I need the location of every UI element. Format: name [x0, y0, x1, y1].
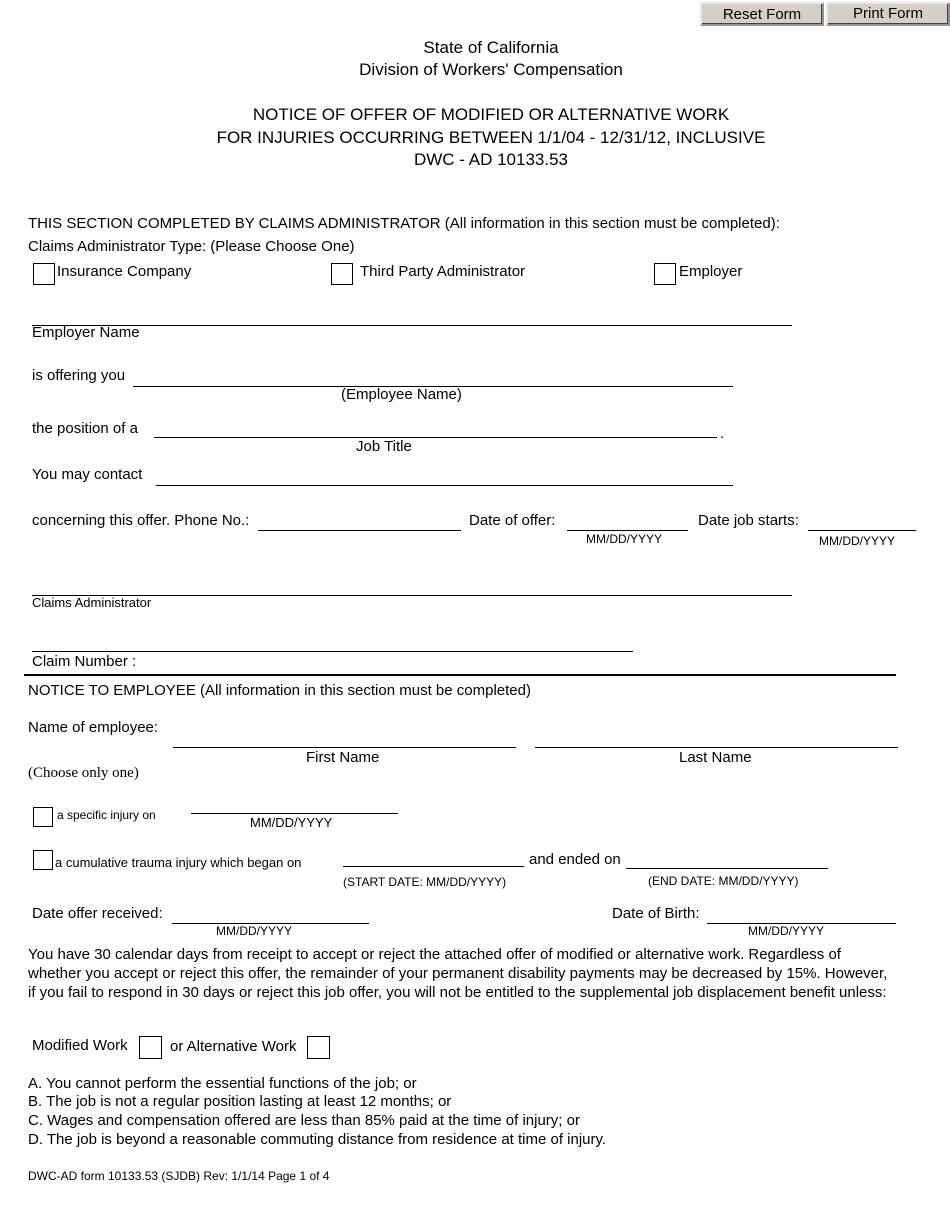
claims-section-heading: THIS SECTION COMPLETED BY CLAIMS ADMINISTRATOR (All information in this section must be completed): — [28, 215, 780, 232]
specific-injury-date-field[interactable] — [191, 813, 398, 814]
third-party-admin-checkbox[interactable] — [331, 263, 353, 285]
print-form-button[interactable]: Print Form — [826, 2, 950, 26]
position-period: . — [720, 425, 725, 442]
claims-administrator-label: Claims Administrator — [32, 595, 152, 610]
date-offer-received-label: Date offer received: — [32, 905, 163, 922]
job-title-caption: Job Title — [356, 438, 412, 455]
condition-b: B. The job is not a regular position lasting at least 12 months; or — [28, 1093, 452, 1110]
specific-injury-date-format: MM/DD/YYYY — [250, 815, 333, 830]
modified-work-label: Modified Work — [32, 1037, 128, 1054]
section-divider — [24, 674, 896, 676]
date-of-offer-field[interactable] — [567, 530, 688, 531]
date-of-birth-label: Date of Birth: — [612, 905, 700, 922]
last-name-caption: Last Name — [679, 749, 752, 766]
insurance-company-checkbox[interactable] — [33, 263, 55, 285]
date-of-offer-format: MM/DD/YYYY — [586, 532, 663, 546]
employer-name-label: Employer Name — [32, 324, 140, 341]
form-title-line2: FOR INJURIES OCCURRING BETWEEN 1/1/04 - 12/31/12, INCLUSIVE — [216, 128, 766, 147]
condition-a: A. You cannot perform the essential functions of the job; or — [28, 1075, 417, 1092]
first-name-caption: First Name — [306, 749, 380, 766]
reset-form-button[interactable]: Reset Form — [700, 2, 824, 26]
employee-name-caption: (Employee Name) — [341, 386, 462, 403]
end-date-field[interactable] — [626, 868, 828, 869]
alternative-work-checkbox[interactable] — [307, 1036, 330, 1059]
start-date-field[interactable] — [343, 866, 524, 867]
date-offer-received-format: MM/DD/YYYY — [216, 924, 293, 938]
claim-number-label: Claim Number : — [32, 653, 137, 670]
contact-label: You may contact — [32, 466, 143, 483]
form-number: DWC - AD 10133.53 — [413, 150, 568, 169]
claim-number-field[interactable] — [32, 651, 633, 652]
form-footer: DWC-AD form 10133.53 (SJDB) Rev: 1/1/14 Page 1 of 4 — [28, 1169, 330, 1183]
date-job-starts-label: Date job starts: — [698, 512, 799, 529]
modified-work-checkbox[interactable] — [139, 1036, 162, 1059]
third-party-admin-label: Third Party Administrator — [360, 263, 526, 280]
state-heading: State of California — [423, 38, 559, 57]
first-name-field[interactable] — [173, 747, 516, 748]
cumulative-trauma-label: a cumulative trauma injury which began on — [55, 855, 302, 870]
form-title-line1: NOTICE OF OFFER OF MODIFIED OR ALTERNATIVE WORK — [252, 105, 730, 124]
date-job-starts-format: MM/DD/YYYY — [819, 534, 896, 548]
employer-name-field[interactable] — [32, 325, 792, 326]
employer-checkbox[interactable] — [654, 263, 676, 285]
insurance-company-label: Insurance Company — [57, 263, 192, 280]
offering-label: is offering you — [32, 367, 126, 384]
division-heading: Division of Workers' Compensation — [359, 60, 623, 79]
job-title-field[interactable] — [154, 437, 717, 438]
condition-c: C. Wages and compensation offered are less than 85% paid at the time of injury; or — [28, 1112, 580, 1129]
position-label: the position of a — [32, 420, 138, 437]
date-of-offer-label: Date of offer: — [469, 512, 556, 529]
contact-field[interactable] — [156, 485, 733, 486]
specific-injury-checkbox[interactable] — [33, 807, 53, 827]
alternative-work-label: or Alternative Work — [170, 1038, 297, 1055]
date-job-starts-field[interactable] — [808, 530, 916, 531]
condition-d: D. The job is beyond a reasonable commuting distance from residence at time of injury. — [28, 1131, 607, 1148]
phone-field[interactable] — [258, 530, 461, 531]
phone-label: concerning this offer. Phone No.: — [32, 512, 250, 529]
ended-on-label: and ended on — [529, 851, 621, 868]
employer-label: Employer — [679, 263, 743, 280]
date-of-birth-format: MM/DD/YYYY — [748, 924, 825, 938]
claims-type-prompt: Claims Administrator Type: (Please Choose One) — [28, 238, 355, 255]
start-date-caption: (START DATE: MM/DD/YYYY) — [343, 875, 507, 889]
choose-one-note: (Choose only one) — [28, 765, 139, 781]
employee-name-label: Name of employee: — [28, 719, 159, 736]
specific-injury-label: a specific injury on — [57, 808, 156, 822]
employee-section-heading: NOTICE TO EMPLOYEE (All information in this section must be completed) — [28, 682, 531, 699]
notice-paragraph: You have 30 calendar days from receipt to accept or reject the attached offer of modified or alternative work. Regardless of whether you accept or reject this offer, the remainder of your permanent disability payments may be decreased by 15%. However, if you fail to respond in 30 days or reject this job offer, you will not be entitled to the supplemental job displacement benefit unless: — [28, 946, 888, 1001]
end-date-caption: (END DATE: MM/DD/YYYY) — [648, 874, 799, 888]
last-name-field[interactable] — [535, 747, 898, 748]
cumulative-trauma-checkbox[interactable] — [33, 850, 53, 870]
